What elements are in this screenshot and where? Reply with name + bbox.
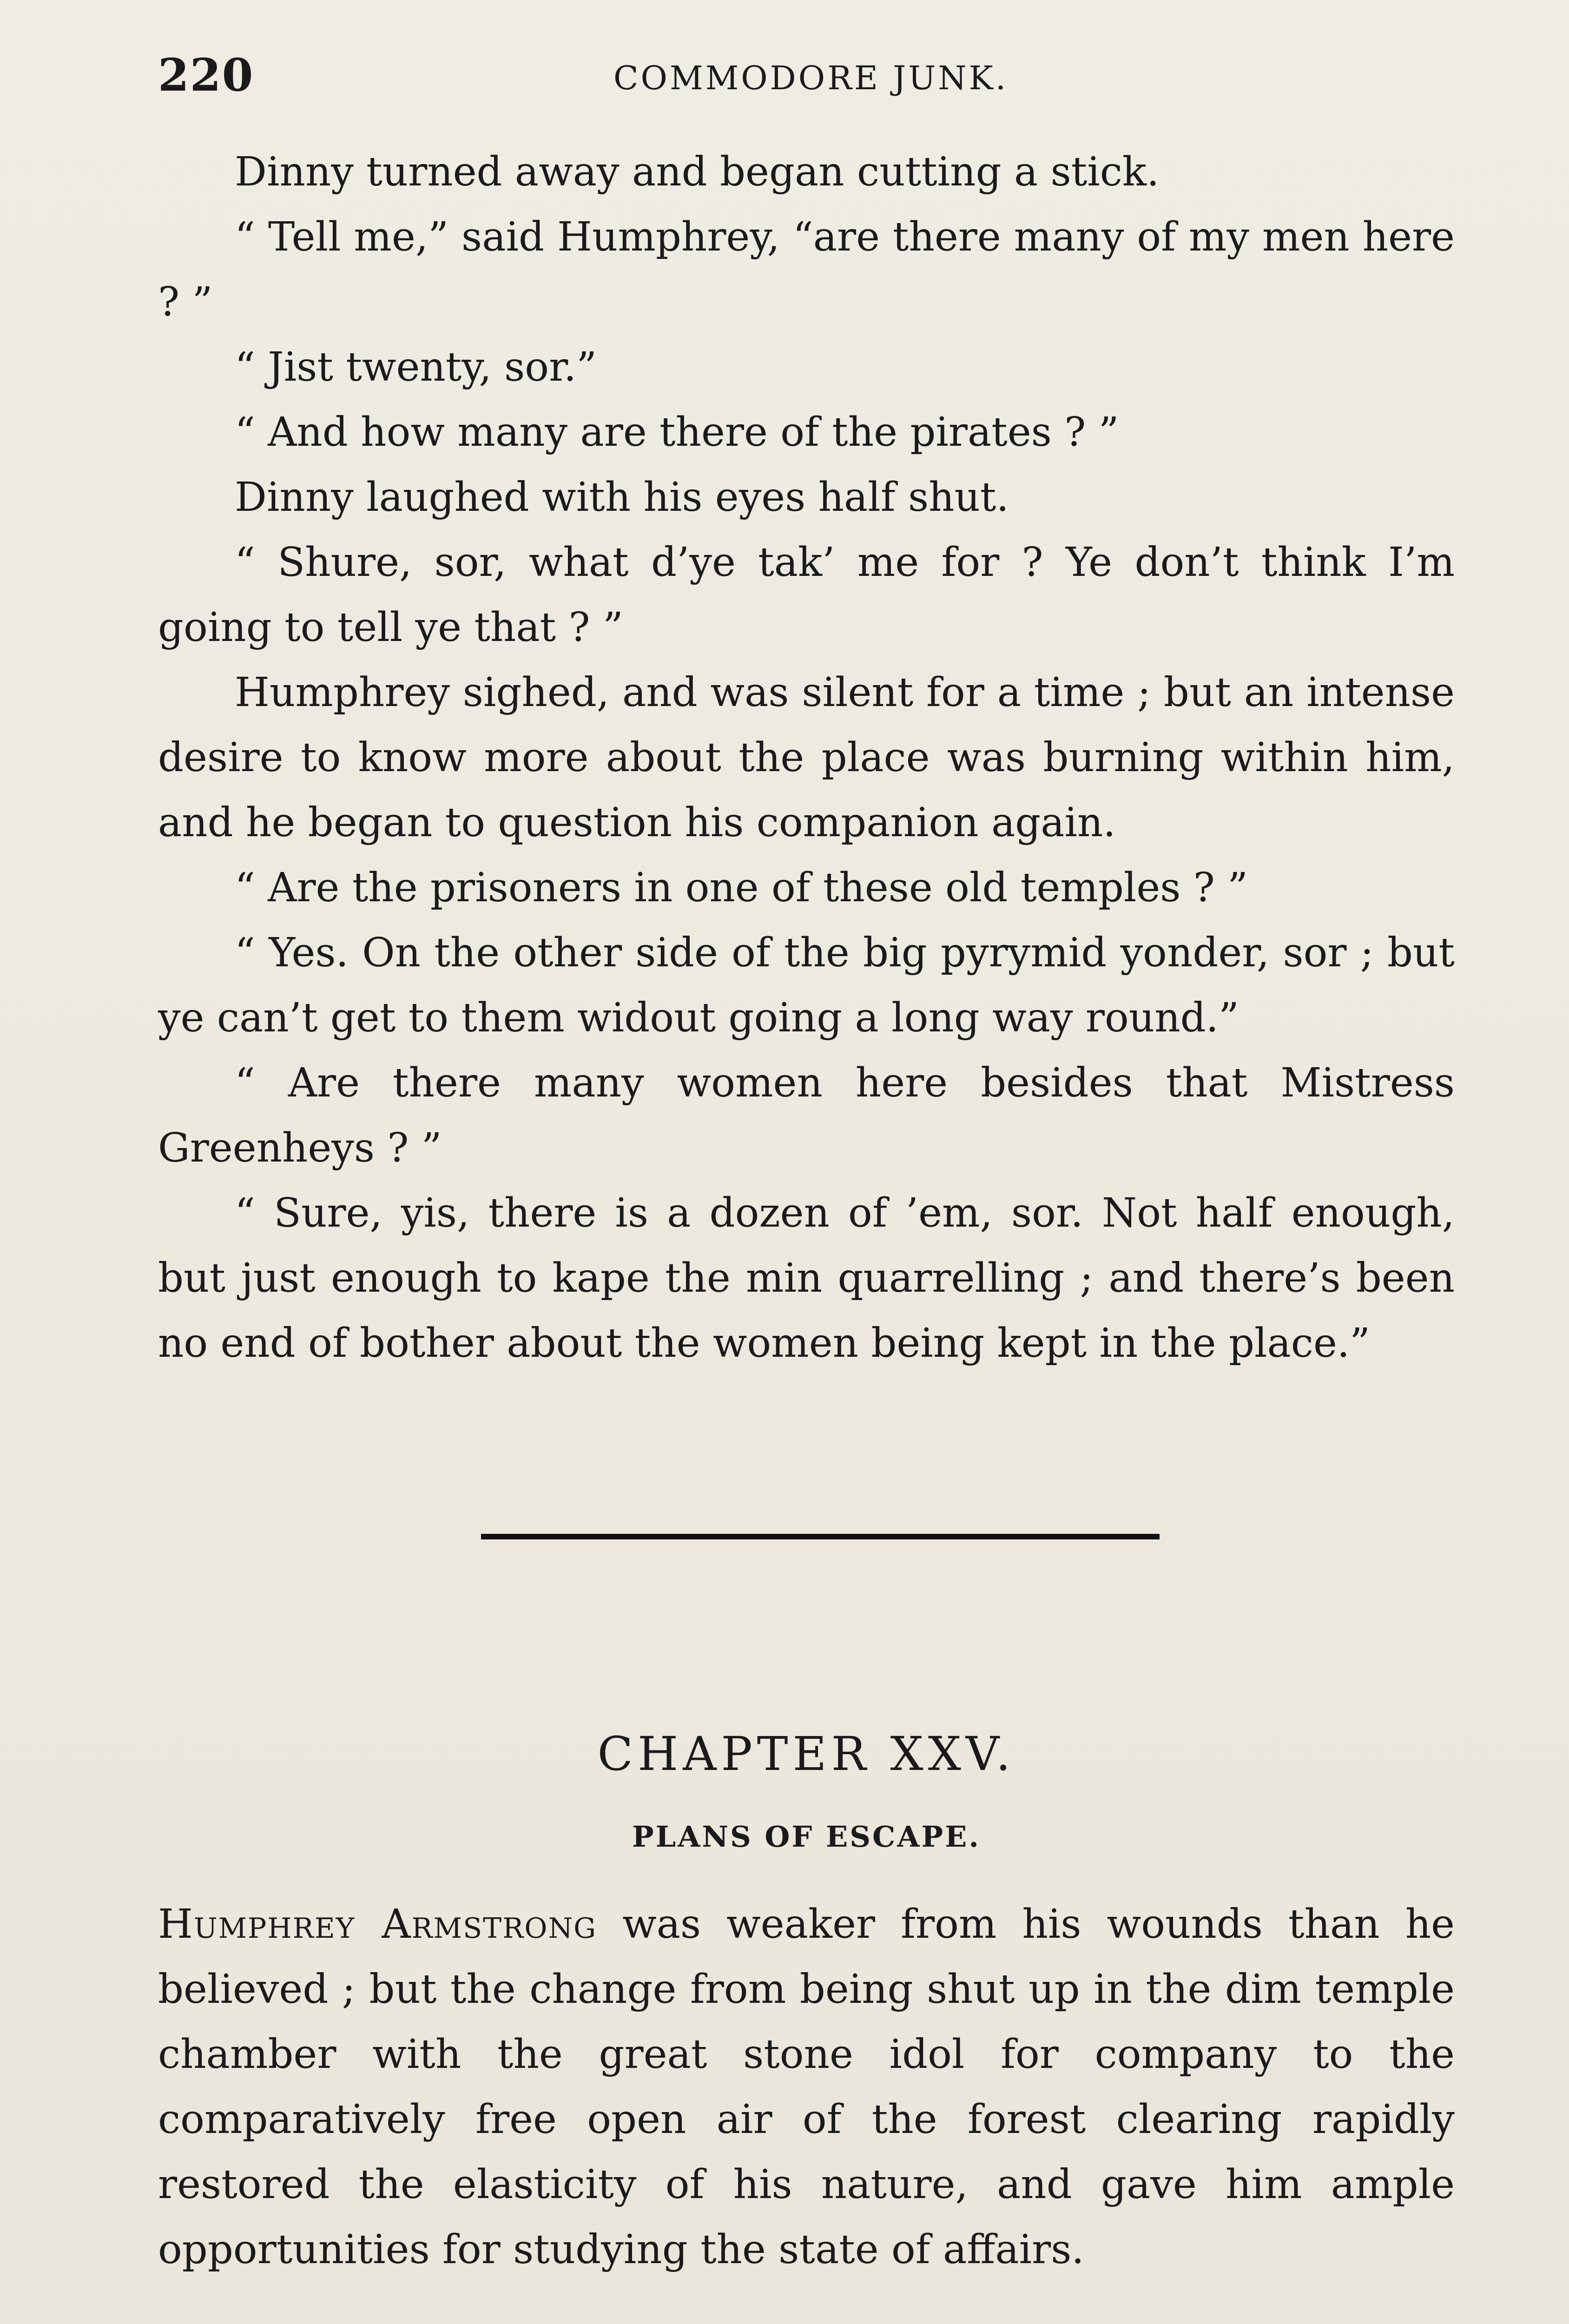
opening-lead-words: Humphrey Armstrong [158, 1901, 597, 1948]
section-divider-rule [481, 1534, 1160, 1539]
paragraph: “ And how many are there of the pirates ? ” [235, 409, 1119, 456]
paragraph: “ Shure, sor, what d’ye tak’ me for ? Ye don’t think I’m going to tell ye that ? ” [158, 539, 1455, 651]
paragraph: Humphrey sighed, and was silent for a time ; but an intense desire to know more about the place was burning within him, and he began to question his companion again. [158, 669, 1455, 846]
paragraph: “ Yes. On the other side of the big pyrymid yonder, sor ; but ye can’t get to them widout going a long way round.” [158, 930, 1455, 1041]
paragraph: “ Are the prisoners in one of these old temples ? ” [235, 865, 1248, 911]
opening-paragraph [158, 1892, 1455, 2282]
paragraph: Dinny laughed with his eyes half shut. [235, 474, 1009, 521]
chapter-body-text [158, 139, 1455, 1376]
paragraph: “ Sure, yis, there is a dozen of ’em, sor. Not half enough, but just enough to kape the min quarrelling ; and there’s been no end of bother about the women being kept in the place.” [158, 1190, 1455, 1367]
chapter-title: CHAPTER XXV. [597, 1727, 1015, 1781]
running-title: COMMODORE JUNK. [613, 59, 1009, 97]
paragraph: “ Jist twenty, sor.” [235, 344, 597, 390]
paragraph: “ Tell me,” said Humphrey, “are there many of my men here ? ” [158, 214, 1455, 325]
chapter-subtitle: PLANS OF ESCAPE. [632, 1820, 981, 1854]
opening-paragraph-text: was weaker from his wounds than he believed ; but the change from being shut up in the dim temple chamber with the great stone idol for company to the comparatively free open air of the forest clearing rapidly restored the elasticity of his nature, and gave him ample opportunities for studying the state of affairs. [158, 1901, 1455, 2273]
chapter-opening-text [158, 1892, 1455, 2282]
page-header [158, 49, 1459, 100]
paragraph: “ Are there many women here besides that Mistress Greenheys ? ” [158, 1060, 1455, 1171]
page-number: 220 [158, 49, 254, 101]
paragraph: Dinny turned away and began cutting a stick. [235, 149, 1160, 195]
